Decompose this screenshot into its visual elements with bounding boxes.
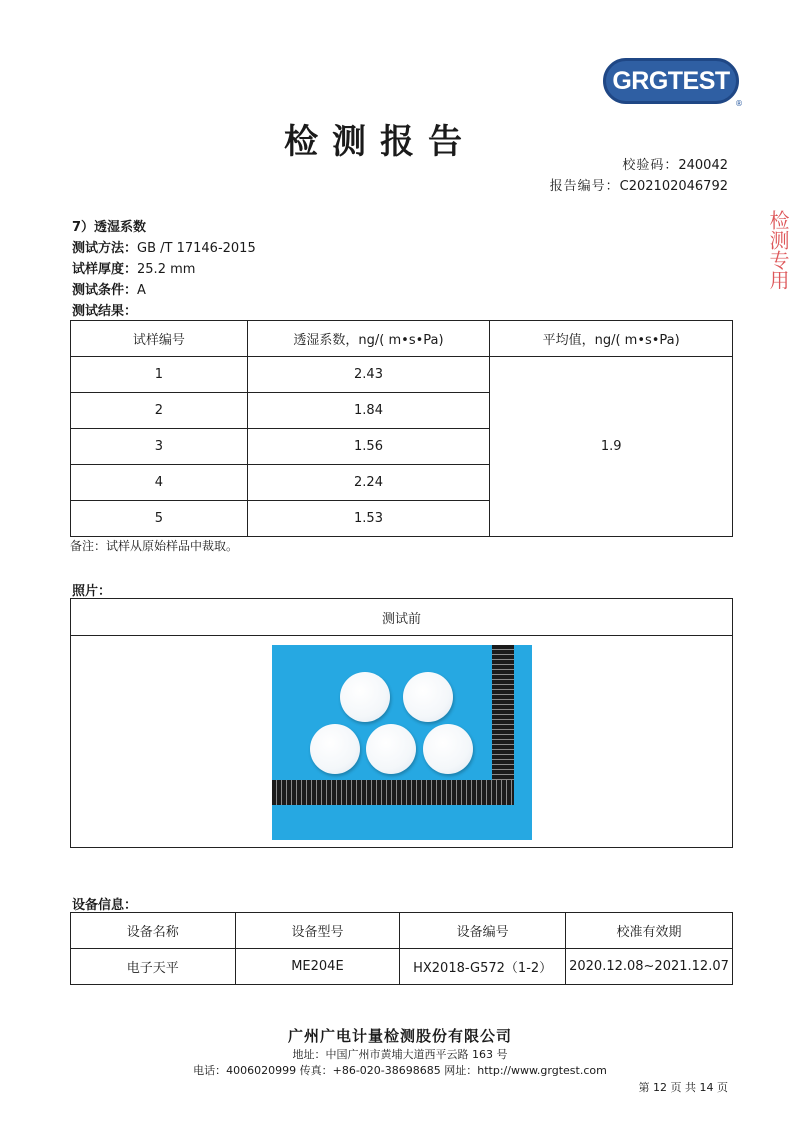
equipment-header-row <box>71 913 733 949</box>
permeability-value: 1.84 <box>247 393 490 429</box>
report-title: 检测报告 <box>284 122 476 162</box>
sample-disc <box>403 672 453 722</box>
registered-mark: ® <box>735 99 743 108</box>
equipment-label <box>72 894 137 913</box>
permeability-value: 1.56 <box>247 429 490 465</box>
verify-code <box>622 154 728 173</box>
test-condition <box>72 279 146 298</box>
sample-thickness-value: 25.2 mm <box>137 262 196 277</box>
test-results-label <box>72 300 137 319</box>
page-number: 第 12 页 共 14 页 <box>638 1081 728 1094</box>
verify-code-value: 240042 <box>678 158 728 173</box>
header-equipment-model: 设备型号 <box>235 913 400 949</box>
header-permeability: 透湿系数，ng/( m•s•Pa) <box>247 321 490 357</box>
sample-id: 3 <box>71 429 248 465</box>
results-table <box>70 320 733 537</box>
table-row <box>71 949 733 985</box>
permeability-value: 1.53 <box>247 501 490 537</box>
footer-company: 广州广电计量检测股份有限公司 <box>287 1027 512 1045</box>
inspection-stamp: 检测专用 <box>766 210 790 290</box>
header-equipment-name: 设备名称 <box>71 913 236 949</box>
header-average: 平均值，ng/( m•s•Pa) <box>490 321 733 357</box>
company-logo <box>603 58 739 104</box>
table-row <box>71 357 733 393</box>
header-calibration-validity: 校准有效期 <box>566 913 733 949</box>
section-heading <box>72 216 146 235</box>
test-condition-label: 测试条件： <box>72 283 138 298</box>
permeability-value: 2.24 <box>247 465 490 501</box>
report-number-value: C202102046792 <box>619 179 728 194</box>
report-number-label: 报告编号： <box>549 179 620 194</box>
sample-disc <box>340 672 390 722</box>
equipment-table <box>70 912 733 985</box>
equipment-number: HX2018-G572（1-2） <box>400 949 566 985</box>
average-value: 1.9 <box>490 357 733 537</box>
section-heading-text: 7）透湿系数 <box>72 220 147 235</box>
test-method-label: 测试方法： <box>72 241 138 256</box>
sample-thickness-label: 试样厚度： <box>72 262 138 277</box>
sample-id: 1 <box>71 357 248 393</box>
logo-text: GRGTEST <box>612 66 730 95</box>
equipment-model: ME204E <box>235 949 400 985</box>
test-condition-value: A <box>137 283 146 298</box>
photo-caption: 测试前 <box>71 599 732 636</box>
photo-panel <box>70 598 733 848</box>
sample-disc <box>310 724 360 774</box>
sample-id: 5 <box>71 501 248 537</box>
sample-id: 2 <box>71 393 248 429</box>
equipment-name: 电子天平 <box>71 949 236 985</box>
equipment-label-text: 设备信息： <box>72 898 138 913</box>
calibration-validity: 2020.12.08~2021.12.07 <box>566 949 733 985</box>
sample-id: 4 <box>71 465 248 501</box>
header-sample-id: 试样编号 <box>71 321 248 357</box>
results-header-row <box>71 321 733 357</box>
report-number <box>550 175 728 194</box>
sample-photo <box>272 645 532 840</box>
sample-disc <box>366 724 416 774</box>
photos-label <box>72 580 111 599</box>
test-results-label-text: 测试结果： <box>72 304 138 319</box>
sample-note: 备注：试样从原始样品中裁取。 <box>70 539 239 553</box>
verify-code-label: 校验码： <box>622 158 679 173</box>
footer-address: 地址：中国广州市黄埔大道西平云路 163 号 <box>292 1048 508 1061</box>
test-method <box>72 237 256 256</box>
header-equipment-number: 设备编号 <box>400 913 566 949</box>
footer-contact: 电话：4006020999 传真：+86-020-38698685 网址：http://www.grgtest.com <box>193 1064 607 1077</box>
sample-disc <box>423 724 473 774</box>
sample-thickness <box>72 258 195 277</box>
photos-label-text: 照片： <box>72 584 112 599</box>
ruler-horizontal <box>272 780 514 805</box>
permeability-value: 2.43 <box>247 357 490 393</box>
test-method-value: GB /T 17146-2015 <box>137 241 256 256</box>
